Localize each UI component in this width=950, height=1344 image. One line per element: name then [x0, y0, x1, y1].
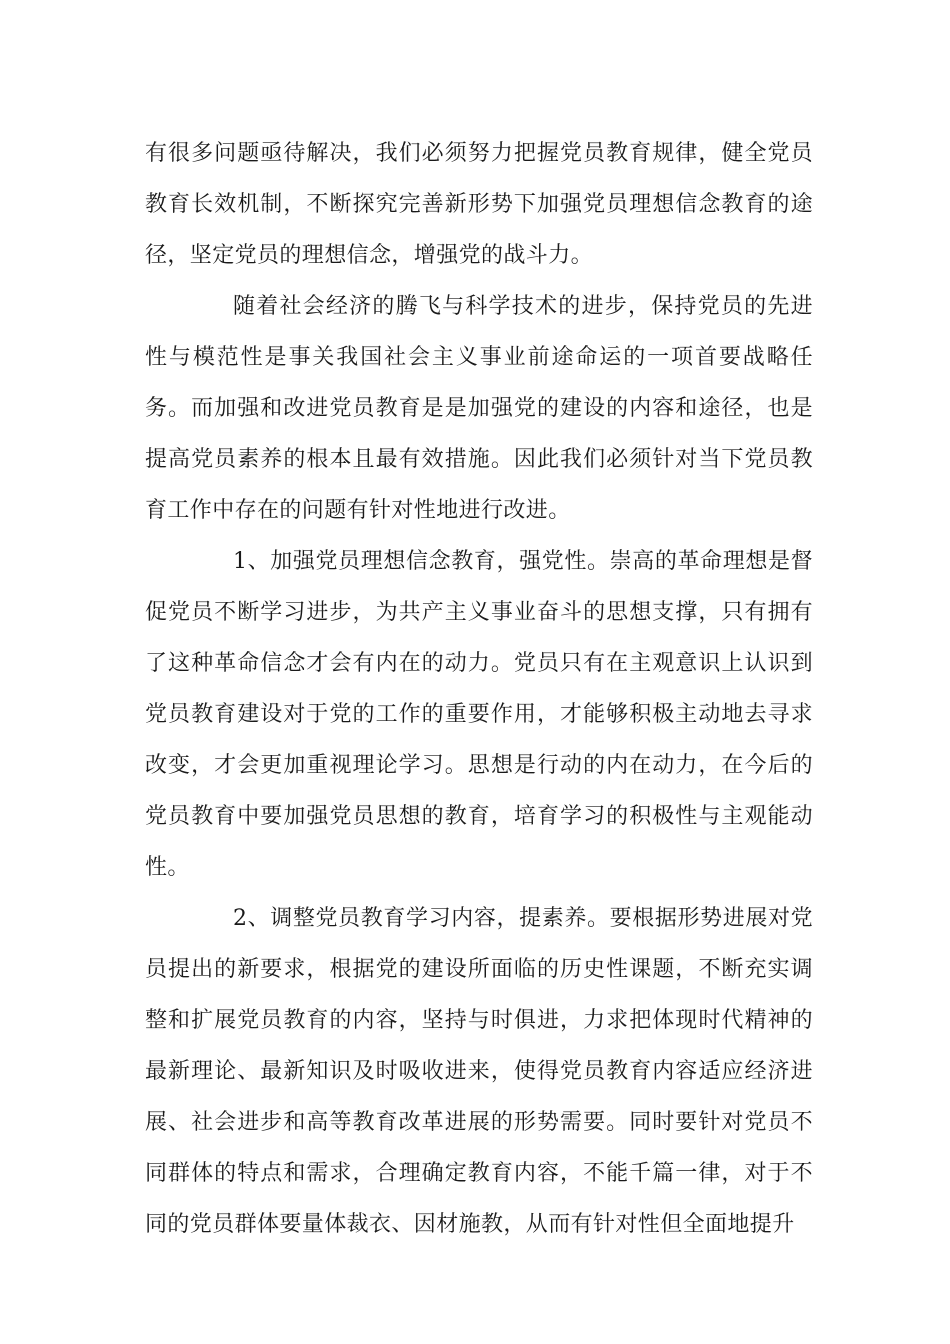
paragraph-3: 1、加强党员理想信念教育，强党性。崇高的革命理想是督促党员不断学习进步，为共产主义事业奋斗的思想支撑，只有拥有了这种革命信念才会有内在的动力。党员只有在主观意识上认识到党员教育建设对于党的工作的重要作用，才能够积极主动地去寻求改变，才会更加重视理论学习。思想是行动的内在动力，在今后的党员教育中要加强党员思想的教育，培育学习的积极性与主观能动性。 [145, 549, 813, 880]
paragraph-4: 2、调整党员教育学习内容，提素养。要根据形势进展对党员提出的新要求，根据党的建设所面临的历史性课题，不断充实调整和扩展党员教育的内容，坚持与时俱进，力求把体现时代精神的最新理论、最新知识及时吸收进来，使得党员教育内容适应经济进展、社会进步和高等教育改革进展的形势需要。同时要针对党员不同群体的特点和需求，合理确定教育内容，不能千篇一律，对于不同的党员群体要量体裁衣、因材施教，从而有针对性但全面地提升 [145, 906, 813, 1237]
paragraph-1: 有很多问题亟待解决，我们必须努力把握党员教育规律，健全党员教育长效机制，不断探究完善新形势下加强党员理想信念教育的途径，坚定党员的理想信念，增强党的战斗力。 [145, 141, 813, 268]
paragraph-2: 随着社会经济的腾飞与科学技术的进步，保持党员的先进性与模范性是事关我国社会主义事业前途命运的一项首要战略任务。而加强和改进党员教育是是加强党的建设的内容和途径，也是提高党员素养的根本且最有效措施。因此我们必须针对当下党员教育工作中存在的问题有针对性地进行改进。 [145, 294, 813, 523]
document-body [145, 128, 813, 1250]
